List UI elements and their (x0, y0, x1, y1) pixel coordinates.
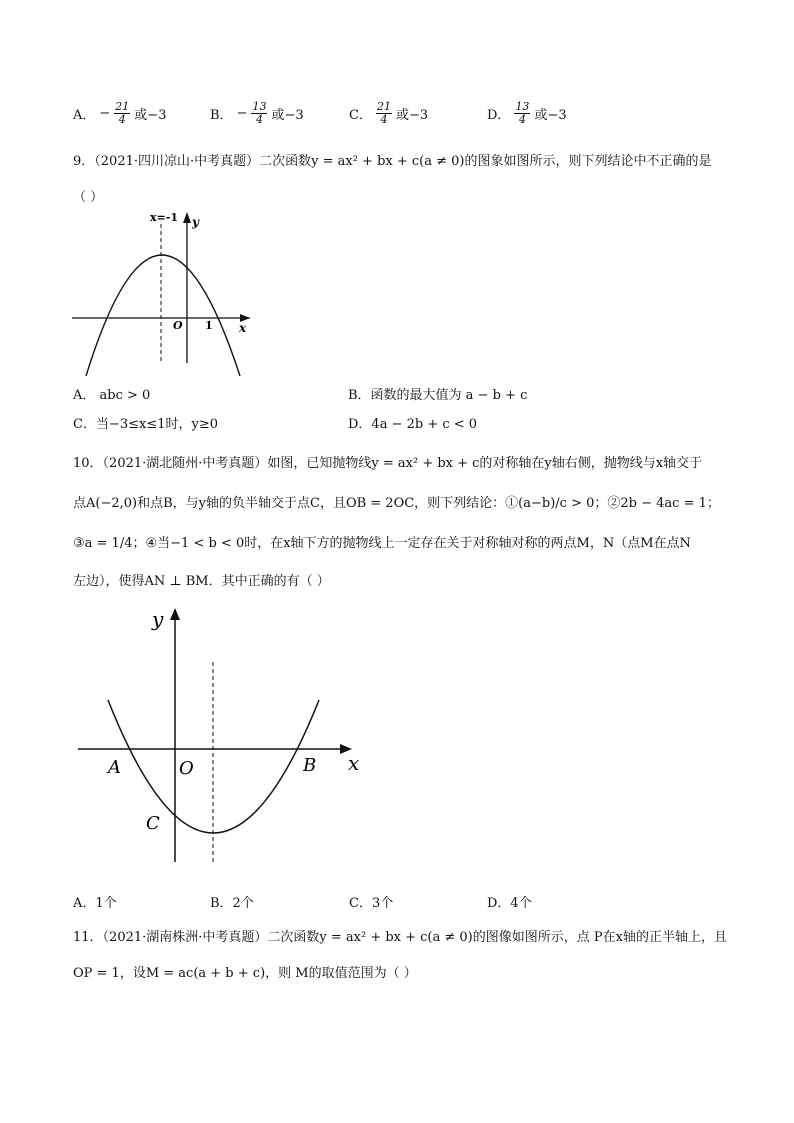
q8-option-b (210, 101, 304, 126)
q10-option-d: D．4个 (487, 896, 532, 911)
q11-line-1: 11．（2021·湖南株洲·中考真题）二次函数y = ax² + bx + c(a ≠ 0)的图像如图所示，点 P在x轴的正半轴上，且 (73, 930, 727, 945)
y-axis-label: y (192, 215, 199, 229)
point-a-label: A (108, 757, 121, 778)
origin-label: O (173, 319, 183, 332)
q10-figure (72, 600, 372, 870)
y-axis-label: y (152, 607, 164, 631)
option-letter: B． (210, 108, 233, 123)
q9-option-a: A． abc > 0 (73, 388, 151, 403)
option-fraction (114, 101, 130, 126)
option-fraction (376, 101, 392, 126)
one-label: 1 (205, 319, 213, 332)
y-axis-arrow (170, 608, 180, 620)
x-axis-label: x (348, 751, 360, 775)
q10-line-2: 点A(−2,0)和点B，与y轴的负半轴交于点C，且OB = 2OC，则下列结论：①(a−b)/c > 0；②2b − 4ac = 1； (73, 496, 720, 511)
q10-line-1: 10．（2021·湖北随州·中考真题）如图，已知抛物线y = ax² + bx + c的对称轴在y轴右侧，抛物线与x轴交于 (73, 456, 703, 471)
option-fraction (251, 101, 267, 126)
fraction-numerator: 13 (515, 100, 530, 113)
option-sign: − (99, 106, 111, 121)
option-fraction (514, 101, 530, 126)
q10-option-a: A．1个 (73, 896, 117, 911)
q9-stem: 9．（2021·四川凉山·中考真题）二次函数y = ax² + bx + c(a ≠ 0)的图象如图所示，则下列结论中不正确的是 (73, 154, 712, 169)
q10-option-b: B．2个 (210, 896, 254, 911)
fraction-numerator: 21 (376, 100, 391, 113)
fraction-denominator: 4 (255, 113, 263, 126)
parabola-curve (86, 255, 240, 376)
q9-option-c: C．当−3≤x≤1时，y≥0 (73, 417, 219, 432)
option-tail: 或−3 (271, 108, 304, 123)
option-tail: 或−3 (534, 108, 567, 123)
fraction-denominator: 4 (380, 113, 388, 126)
q11-line-2: OP = 1，设M = ac(a + b + c)，则 M的取值范围为（ ） (73, 966, 417, 981)
q10-line-3: ③a = 1/4；④当−1 < b < 0时，在x轴下方的抛物线上一定存在关于对称轴对称的两点M，N（点M在点N (73, 536, 691, 551)
q10-option-c: C．3个 (349, 896, 394, 911)
y-axis-arrow (183, 212, 191, 223)
fraction-denominator: 4 (118, 113, 126, 126)
origin-label: O (179, 758, 194, 779)
q9-option-d: D．4a − 2b + c < 0 (348, 417, 478, 432)
q8-option-d (487, 101, 567, 126)
fraction-denominator: 4 (518, 113, 526, 126)
option-sign: − (236, 106, 248, 121)
q8-option-c (349, 101, 428, 126)
x-axis-label: x (239, 321, 247, 335)
q10-line-4: 左边），使得AN ⊥ BM．其中正确的有（ ） (73, 574, 330, 589)
option-letter: D． (487, 108, 511, 123)
fraction-numerator: 13 (252, 100, 267, 113)
point-c-label: C (146, 813, 160, 834)
q9-answer-paren: （ ） (73, 190, 104, 205)
symmetry-label: x=-1 (150, 211, 178, 224)
option-letter: C． (349, 108, 372, 123)
option-tail: 或−3 (134, 108, 167, 123)
q9-option-b: B．函数的最大值为 a − b + c (348, 388, 528, 403)
q9-figure (68, 208, 258, 380)
option-letter: A． (73, 108, 96, 123)
option-tail: 或−3 (395, 108, 429, 123)
fraction-numerator: 21 (115, 100, 130, 113)
point-b-label: B (303, 755, 317, 776)
q8-option-a (73, 101, 166, 126)
